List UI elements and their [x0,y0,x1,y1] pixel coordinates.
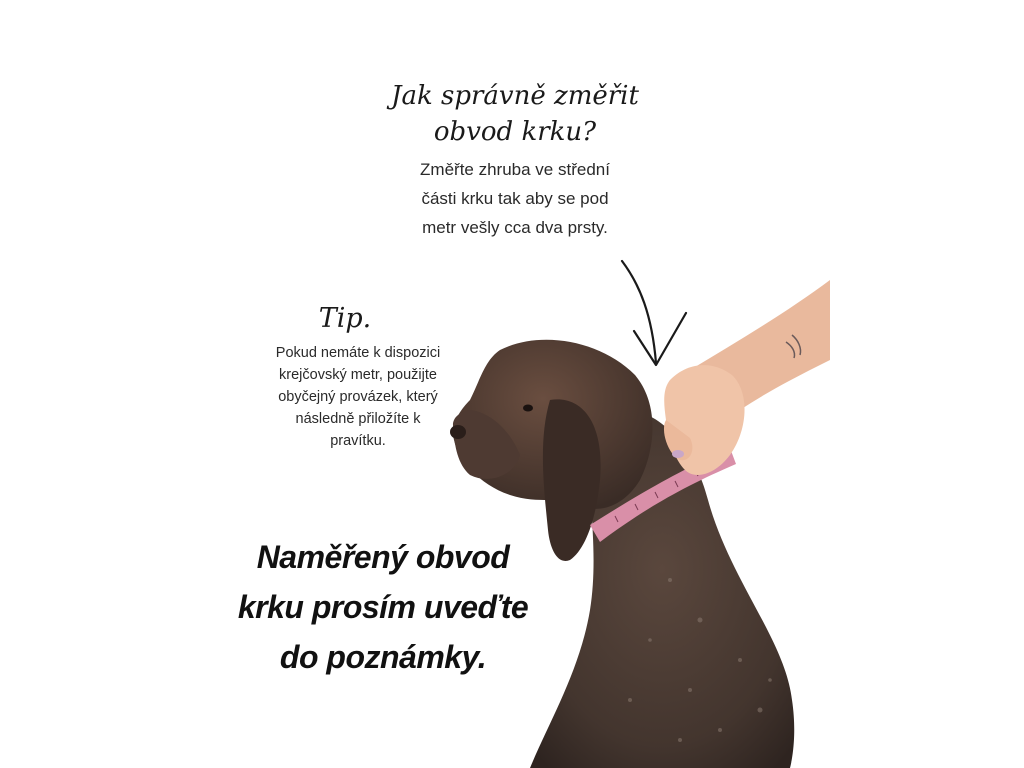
note-line-2: krku prosím uveďte [237,589,529,625]
dog-ear [543,399,601,561]
measure-heading [355,78,675,150]
tip-line-5: pravítku. [330,433,386,449]
instruction-line-1: Změřte zhruba ve střední [420,160,610,179]
dog-measuring-photo [440,280,830,768]
measure-instruction [400,155,630,242]
tip-line-2: krejčovský metr, použijte [279,367,437,383]
note-line-3: do poznámky. [279,639,487,675]
tip-line-3: obyčejný provázek, který [278,389,438,405]
dog-nose [450,425,466,439]
tip-title: Tip. [318,303,372,334]
tip-text [258,342,458,452]
tip-line-1: Pokud nemáte k dispozici [275,345,441,361]
fingernail [672,450,684,458]
measure-heading-line-1: Jak správně změřit [391,81,639,111]
tip-line-4: následně přiložíte k [295,411,421,427]
instruction-line-3: metr vešly cca dva prsty. [422,218,608,237]
instruction-line-2: části krku tak aby se pod [421,189,609,208]
measure-heading-line-2: obvod krku? [433,117,597,147]
note-line-1: Naměřený obvod [256,539,510,575]
dog-eye [523,405,533,412]
